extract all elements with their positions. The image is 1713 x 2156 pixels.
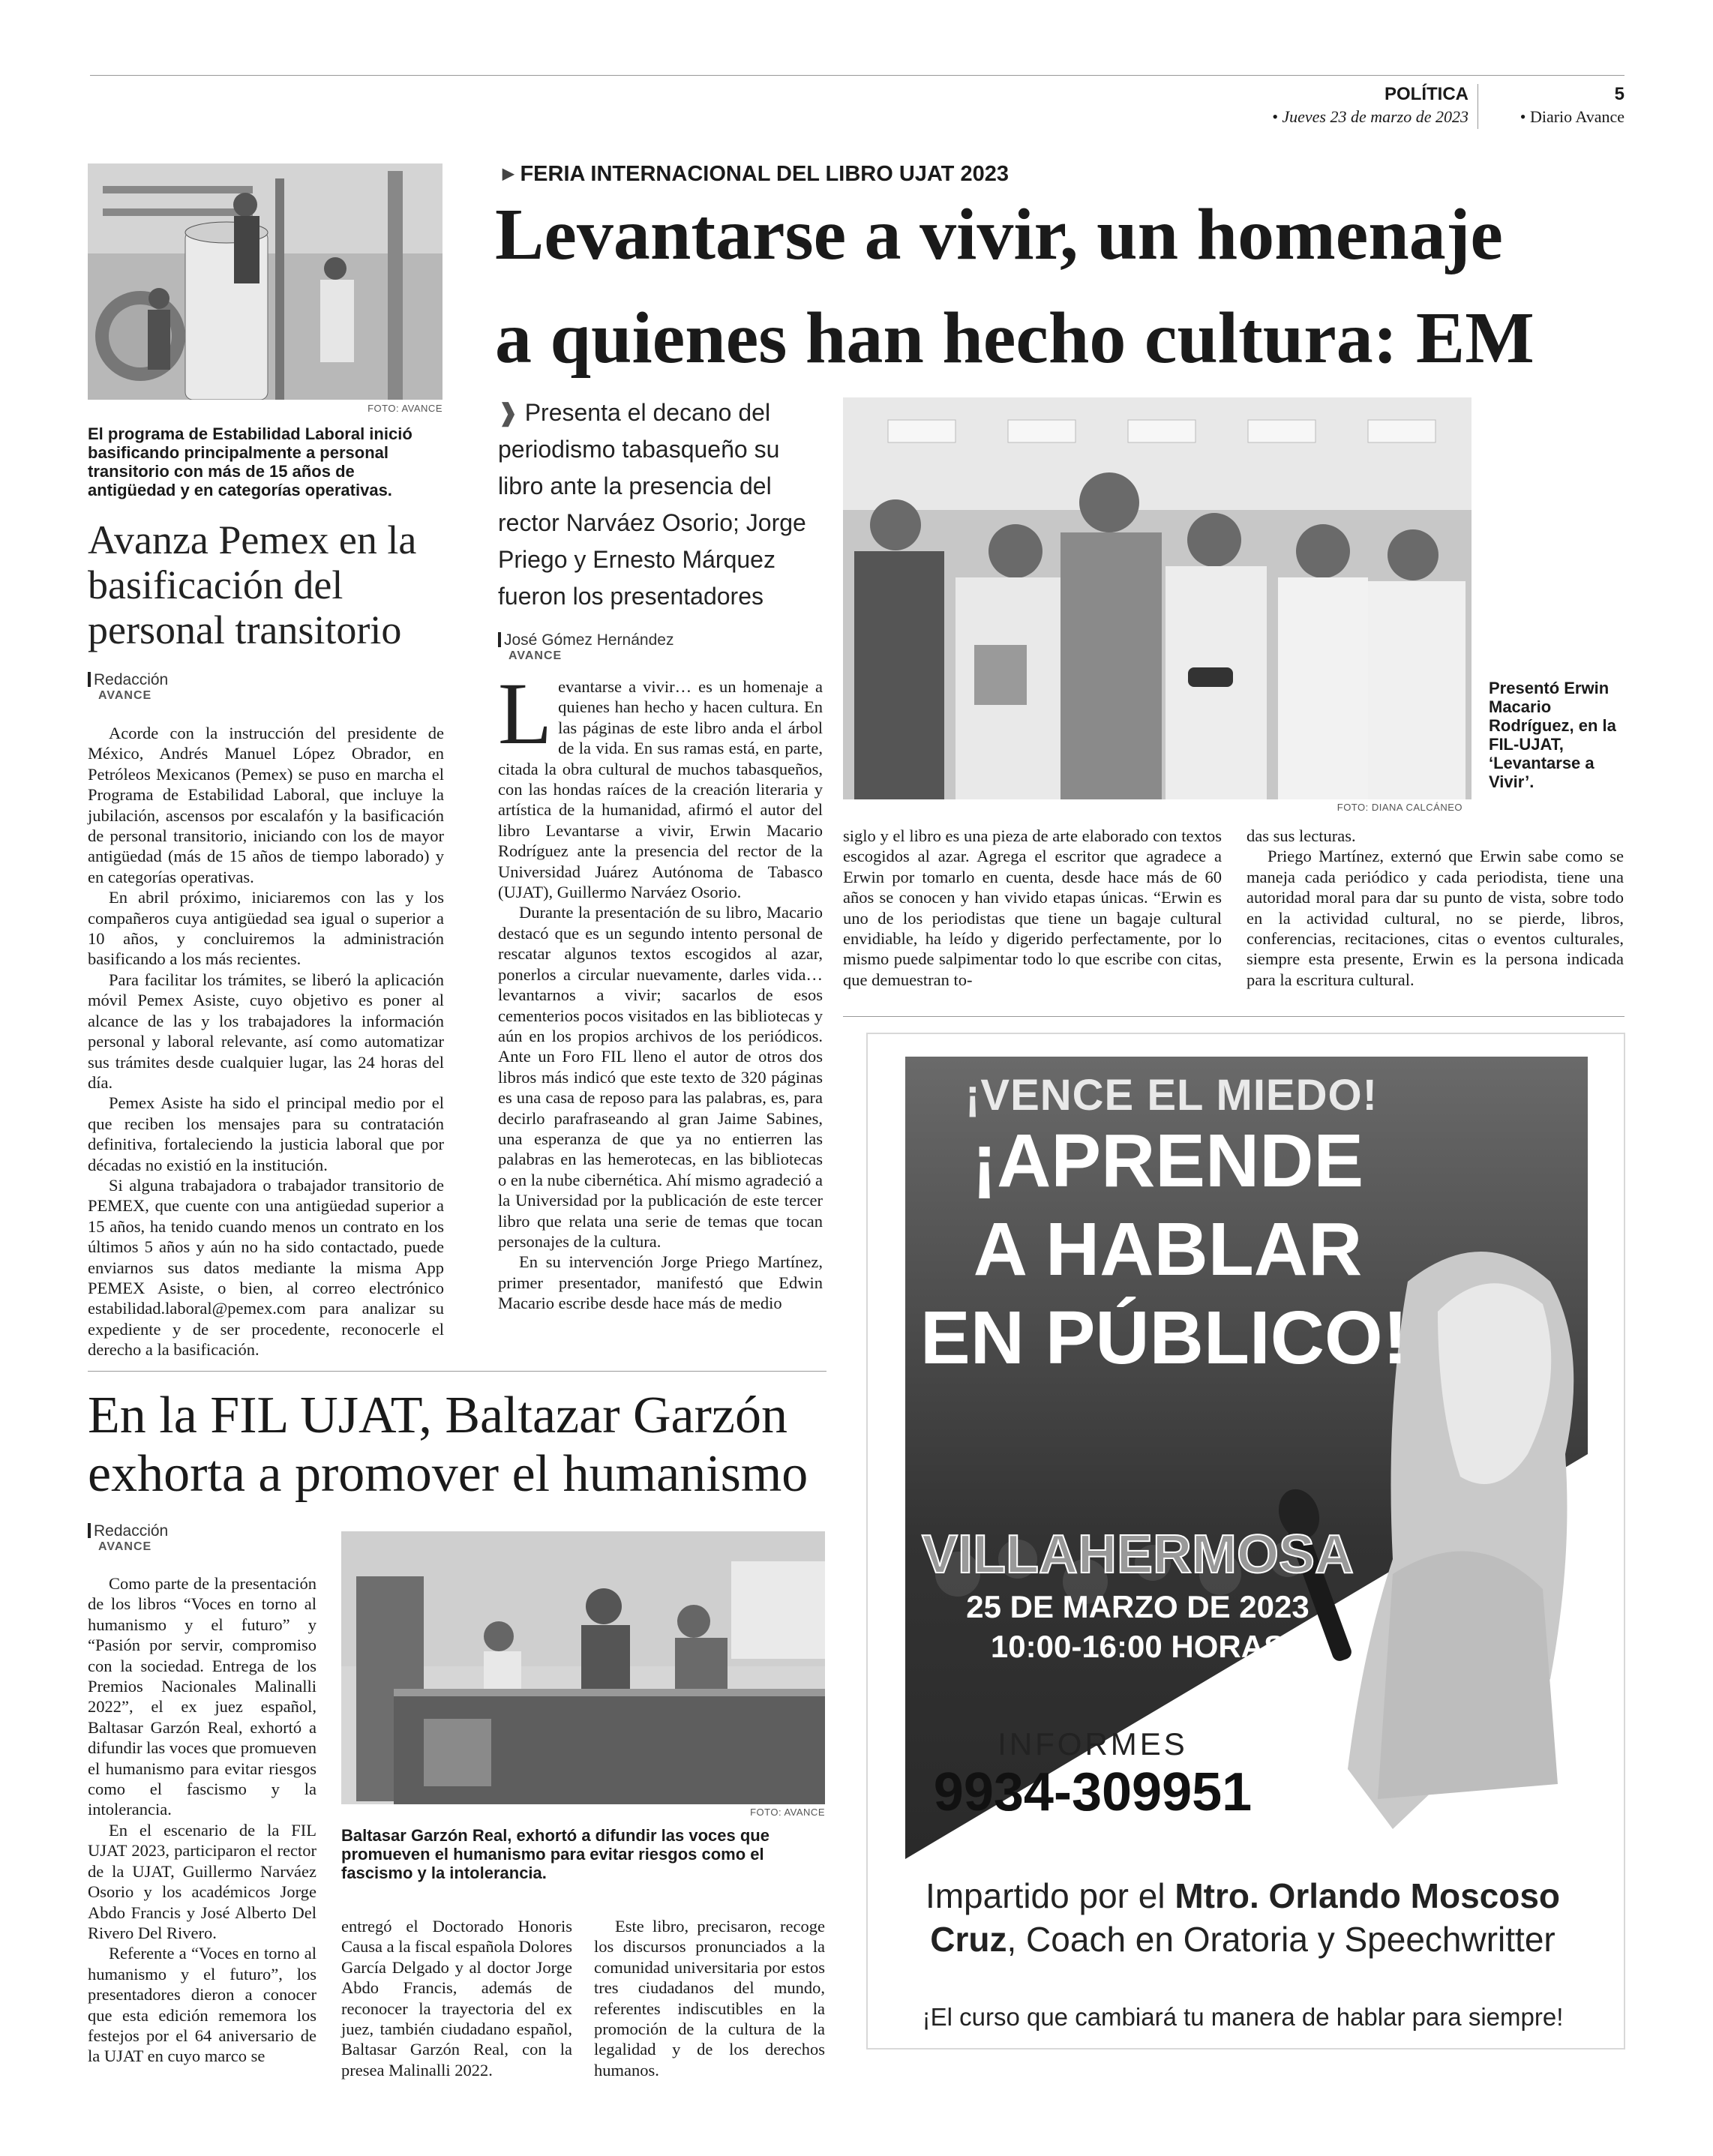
paragraph: Durante la presentación de su libro, Macario destacó que es un segundo intento personal de rescatar algunos textos escogidos al azar, ponerlos a circular nuevamente, darles vida… levantarnos a vivir; sacarlos de esos cementerios pocos visitados en las bibliotecas y aún en los propios archivos de los periódicos. Ante un Foro FIL lleno el autor de otros dos libros más indicó que este texto de 320 páginas es una casa de reposo para las palabras, es, para decirlo parafraseando al gran Jaime Sabines, una esperanza de que ya no entierren las palabras en las hemerotecas, en las bibliotecas o en la nube cibernética. Ahí mismo agradeció a la Universidad por la publicación de este tercer libro que relata una serie de temas que tocan personajes de la cultura. bbox=[498, 903, 823, 1251]
kicker-text: FERIA INTERNACIONAL DEL LIBRO UJAT 2023 bbox=[520, 162, 1009, 186]
garzon-col3 bbox=[594, 1916, 825, 2080]
paragraph: evantarse a vivir… es un homenaje a quienes han hecho y hacen cultura. En las páginas de este libro anda el árbol de la vida. En sus ramas está, en parte, citada la obra cultural de muchos tabasqueños, con las hondas raíces de la creación literaria y artística de la humanidad, afirmó el autor del libro Levantarse a vivir, Erwin Macario Rodríguez ante la presencia del rector de la Universidad Juárez Autónoma de Tabasco (UJAT), Guillermo Narváez Osorio. bbox=[498, 677, 823, 902]
page-number: 5 bbox=[1614, 84, 1624, 104]
garzon-byline-sub: AVANCE bbox=[98, 1540, 152, 1553]
ad-event-date: 25 DE MARZO DE 2023 bbox=[966, 1589, 1310, 1624]
pemex-byline bbox=[88, 671, 168, 703]
feria-photo-credit: FOTO: DIANA CALCÁNEO bbox=[1336, 802, 1462, 813]
feria-col3 bbox=[1246, 826, 1624, 990]
feria-byline bbox=[498, 631, 674, 663]
feria-byline-sub: AVANCE bbox=[508, 649, 562, 662]
paragraph: Para facilitar los trámites, se liberó la aplicación móvil Pemex Asiste, cuyo objetivo es poner al alcance de las y los trabajadores la información personal y laboral relevante, así como automatizar sus trámites desde cualquier lugar, las 24 horas del día. bbox=[88, 970, 444, 1092]
garzon-byline-name: Redacción bbox=[94, 1522, 169, 1540]
ad-taught-prefix: Impartido por el bbox=[925, 1876, 1166, 1915]
paragraph: Acorde con la instrucción del presidente de México, Andrés Manuel López Obrador, en Petróleos Mexicanos (Pemex) se puso en marcha el Programa de Estabilidad Laboral, que incluye la jubilación, ascensos por escalafón y la basificación de personal transitorio, iniciando con los de mayor antigüedad (más de 15 años de tiempo laborado) y en categorías operativas. bbox=[88, 724, 444, 886]
ad-line1: ¡VENCE EL MIEDO! bbox=[965, 1071, 1378, 1120]
ad-city: VILLAHERMOSA bbox=[922, 1525, 1354, 1585]
paragraph: En el escenario de la FIL UJAT 2023, participaron el rector de la UJAT, Guillermo Narváez Osorio y los académicos Jorge Abdo Francis y José Alberto Del Rivero Del Rivero. bbox=[88, 1820, 316, 1942]
kicker-arrow-icon: ▶ bbox=[502, 166, 514, 182]
panel-photo-image bbox=[341, 1531, 825, 1804]
garzon-caption: Baltasar Garzón Real, exhortó a difundir las voces que promueven el humanismo para evitar riesgos como el fascismo y la intolerancia. bbox=[341, 1826, 770, 1882]
pemex-byline-sub: AVANCE bbox=[98, 689, 152, 702]
feria-kicker bbox=[502, 162, 1009, 187]
group-photo-image bbox=[843, 397, 1472, 799]
feria-byline-name: José Gómez Hernández bbox=[504, 631, 674, 649]
feria-col2 bbox=[843, 826, 1222, 990]
pemex-photo bbox=[88, 163, 442, 400]
ad-slogan: ¡El curso que cambiará tu manera de hablar para siempre! bbox=[922, 2003, 1564, 2031]
paragraph: entregó el Doctorado Honoris Causa a la fiscal española Dolores García Delgado y al doctor Jorge Abdo Francis, además de reconocer la trayectoria del ex juez, también ciudadano español, Baltasar Garzón Real, con la presea Malinalli 2022. bbox=[341, 1917, 573, 2080]
issue-date: • Jueves 23 de marzo de 2023 bbox=[1272, 107, 1468, 126]
ad-instructor-name: Mtro. Orlando Moscoso Cruz bbox=[930, 1876, 1561, 1959]
paragraph: siglo y el libro es una pieza de arte elaborado con textos escogidos al azar. Agrega el escritor que agradece a Erwin por tomarlo en cuenta, desde hace más de 60 años se conocen y han vivido etapas únicas. “Erwin es uno de los periodistas que tiene un bagaje cultural envidiable, ha leído y digerido perfectamente, por lo mismo puede salpimentar todo lo que escribe con citas, que demuestran to- bbox=[843, 826, 1222, 989]
ad-line3: A HABLAR bbox=[973, 1207, 1363, 1291]
paragraph: En su intervención Jorge Priego Martínez, primer presentador, manifestó que Edwin Macario escribe desde hace más de medio bbox=[498, 1252, 823, 1313]
paragraph: Si alguna trabajadora o trabajador transitorio de PEMEX, que cuente con una antigüedad superior a 15 años, ha tenido cuando menos un contrato en los últimos 5 años y aún no ha sido contactado, puede enviarnos sus datos mediante la misma App PEMEX Asiste, o bien, al correo electrónico estabilidad.laboral@pemex.com para analizar su expediente y de ser procedente, reconocerle el derecho a la basificación. bbox=[88, 1175, 444, 1360]
pemex-body bbox=[88, 723, 444, 1360]
deck-text: Presenta el decano del periodismo tabasqueño su libro ante la presencia del rector Narváez Osorio; Jorge Priego y Ernesto Márquez fueron los presentadores bbox=[498, 399, 806, 610]
feria-headline-1: Levantarse a vivir, un homenaje bbox=[495, 194, 1503, 275]
paragraph: Referente a “Voces en torno al humanismo y el futuro”, los presentadores dieron a conocer que esta edición rememora los festejos por el 64 aniversario de la UJAT en cuyo marco se bbox=[88, 1944, 316, 2066]
paragraph: Este libro, precisaron, recoge los discursos pronunciados a la comunidad universitaria por estos tres ciudadanos del mundo, referentes indiscutibles en la promoción de la cultura de la legalidad y de los derechos humanos. bbox=[594, 1917, 825, 2080]
ad-line2: ¡APRENDE bbox=[971, 1119, 1364, 1203]
section-label: POLÍTICA bbox=[1384, 84, 1468, 104]
workers-image bbox=[88, 163, 442, 400]
feria-caption: Presentó Erwin Macario Rodríguez, en la FIL-UJAT, ‘Levantarse a Vivir’. bbox=[1489, 679, 1616, 791]
paragraph: Pemex Asiste ha sido el principal medio por el que reciben los mensajes para su contratación definitiva, fortaleciendo la justicia laboral que por décadas no existió en la institución. bbox=[88, 1093, 444, 1174]
pemex-photo-credit: FOTO: AVANCE bbox=[368, 403, 442, 414]
paper-name: • Diario Avance bbox=[1520, 107, 1624, 126]
garzon-photo bbox=[341, 1531, 825, 1804]
feria-photo bbox=[843, 397, 1472, 799]
garzon-headline-2: exhorta a promover el humanismo bbox=[88, 1445, 808, 1503]
garzon-photo-credit: FOTO: AVANCE bbox=[750, 1807, 825, 1818]
ad-event-hours: 10:00-16:00 HORAS bbox=[990, 1629, 1286, 1664]
paragraph: das sus lecturas. bbox=[1246, 826, 1356, 845]
feria-headline-2: a quienes han hecho cultura: EM bbox=[495, 298, 1534, 379]
deck-marker-icon: ❱ bbox=[498, 399, 518, 426]
garzon-col1 bbox=[88, 1573, 316, 2067]
dropcap: L bbox=[498, 664, 553, 763]
ad-phone[interactable]: 9934-309951 bbox=[933, 1762, 1252, 1822]
ad-taught-suffix: , Coach en Oratoria y Speechwritter bbox=[1006, 1920, 1556, 1959]
ad-instructor bbox=[898, 1874, 1588, 1961]
course-advertisement[interactable] bbox=[866, 1033, 1625, 2050]
garzon-col2 bbox=[341, 1916, 572, 2080]
pemex-byline-name: Redacción bbox=[94, 671, 169, 688]
ad-line4: EN PÚBLICO! bbox=[920, 1296, 1408, 1380]
paragraph: Como parte de la presentación de los libros “Voces en torno al humanismo y el futuro” y “Pasión por servir, compromiso con la sociedad. Entrega de los Premios Nacionales Malinalli 2022”, el ex juez español, Baltasar Garzón Real, exhortó a difundir las voces que promueven el humanismo para evitar riesgos como el fascismo y la intolerancia. bbox=[88, 1574, 316, 1819]
paragraph: Priego Martínez, externó que Erwin sabe como se maneja cada periódico y cada periodista, tiene una autoridad moral para dar su punto de vista, sobre todo en la actividad cultural, no se pierde, libros, conferencias, recitaciones, citas o eventos culturales, siempre esta presente, Erwin es la persona indicada para la escritura cultural. bbox=[1246, 847, 1624, 989]
pemex-headline: Avanza Pemex en la basificación del personal transitorio bbox=[88, 517, 417, 652]
feria-col1 bbox=[498, 664, 823, 1314]
pemex-caption: El programa de Estabilidad Laboral inició basificando principalmente a personal transitorio con más de 15 años de antigüedad y en categorías operativas. bbox=[88, 424, 412, 499]
paragraph: En abril próximo, iniciaremos con las y los compañeros cuya antigüedad sea igual o superior a 10 años, y concluiremos la administración basificando a los más recientes. bbox=[88, 888, 444, 969]
feria-deck bbox=[498, 394, 828, 615]
garzon-headline-1: En la FIL UJAT, Baltazar Garzón bbox=[88, 1387, 788, 1444]
ad-info-label: INFORMES bbox=[998, 1726, 1188, 1762]
garzon-byline bbox=[88, 1522, 168, 1554]
